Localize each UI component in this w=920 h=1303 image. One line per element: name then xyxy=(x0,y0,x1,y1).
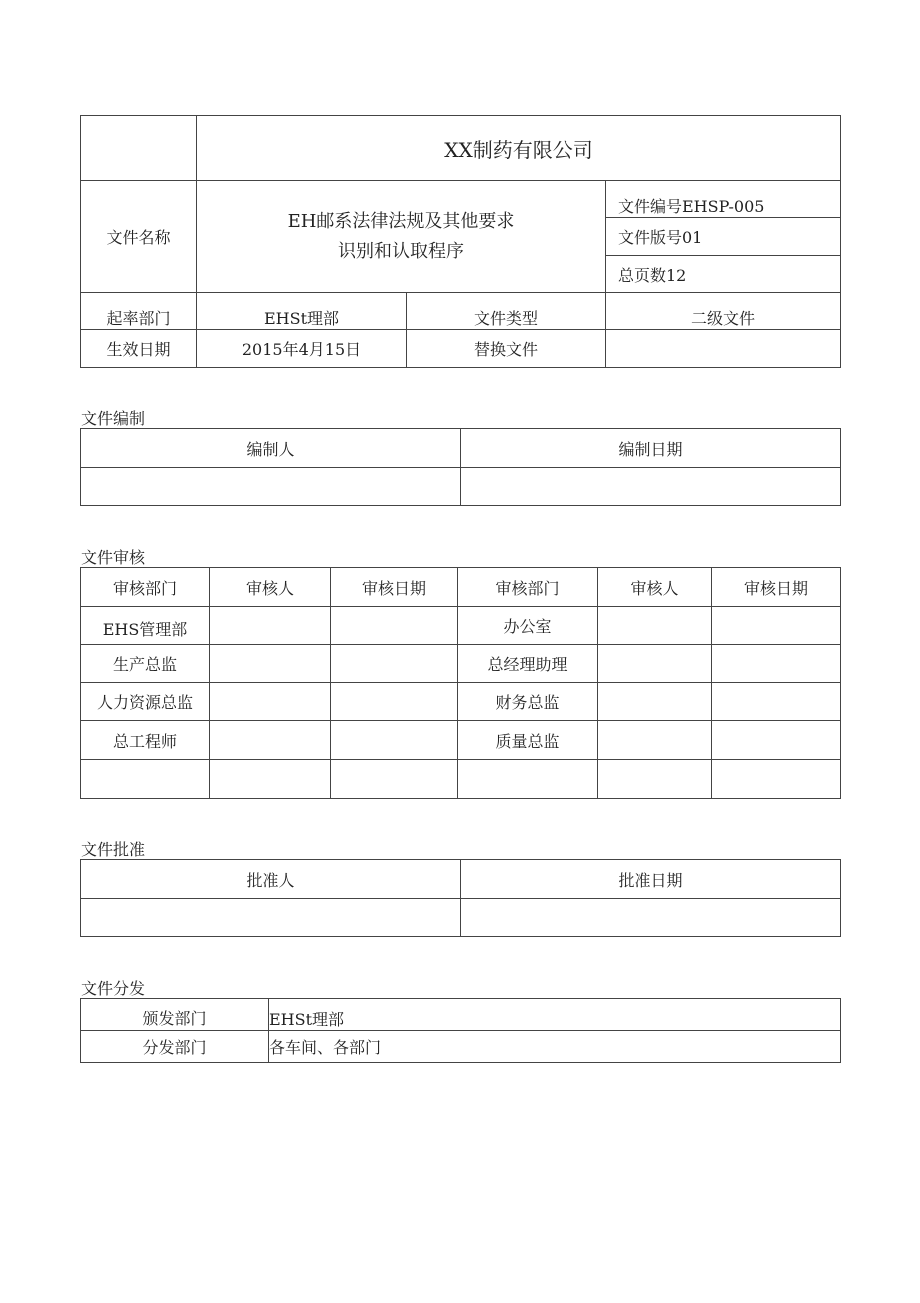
table-row xyxy=(81,760,841,799)
review-cell xyxy=(598,607,712,645)
review-cell xyxy=(598,760,712,799)
review-header: 审核部门 xyxy=(458,568,598,607)
review-cell xyxy=(210,721,331,760)
review-cell xyxy=(712,607,841,645)
review-cell xyxy=(712,721,841,760)
distribution-section-title: 文件分发 xyxy=(81,979,146,998)
table-row xyxy=(81,645,841,683)
review-cell xyxy=(210,607,331,645)
review-cell xyxy=(331,721,458,760)
logo-cell xyxy=(81,116,197,181)
review-cell xyxy=(331,645,458,683)
review-cell xyxy=(712,760,841,799)
review-dept: EHS管理部 xyxy=(81,607,210,645)
approver-cell xyxy=(81,899,461,937)
review-dept: 人力资源总监 xyxy=(81,683,210,721)
review-cell xyxy=(210,645,331,683)
doc-name-label: 文件名称 xyxy=(81,181,197,293)
review-cell xyxy=(712,683,841,721)
review-header: 审核日期 xyxy=(712,568,841,607)
doc-title-line1: EH邮系法律法规及其他要求 xyxy=(287,210,515,232)
compile-section-title: 文件编制 xyxy=(81,409,146,428)
approve-date-header: 批准日期 xyxy=(461,860,841,899)
approve-table xyxy=(80,859,841,937)
compile-table xyxy=(80,428,841,506)
review-cell xyxy=(331,683,458,721)
effective-date: 2015年4月15日 xyxy=(197,330,407,368)
doc-number: 文件编号EHSP-005 xyxy=(606,181,841,218)
doc-title xyxy=(197,181,606,293)
replace-value xyxy=(606,330,841,368)
compile-date-header: 编制日期 xyxy=(461,429,841,468)
review-header: 审核人 xyxy=(210,568,331,607)
compiler-cell xyxy=(81,468,461,506)
approve-date-cell xyxy=(461,899,841,937)
distribution-table xyxy=(80,998,841,1063)
review-cell xyxy=(458,760,598,799)
review-dept: 总经理助理 xyxy=(458,645,598,683)
review-dept: 财务总监 xyxy=(458,683,598,721)
table-row xyxy=(81,607,841,645)
review-header: 审核人 xyxy=(598,568,712,607)
approver-header: 批准人 xyxy=(81,860,461,899)
review-header: 审核日期 xyxy=(331,568,458,607)
review-cell xyxy=(210,760,331,799)
review-dept: 办公室 xyxy=(458,607,598,645)
doc-version: 文件版号01 xyxy=(606,218,841,256)
review-table xyxy=(80,567,841,799)
review-cell xyxy=(598,645,712,683)
review-dept: 总工程师 xyxy=(81,721,210,760)
table-row xyxy=(81,683,841,721)
doc-type: 二级文件 xyxy=(606,293,841,330)
replace-label: 替换文件 xyxy=(407,330,606,368)
effective-date-label: 生效日期 xyxy=(81,330,197,368)
dist-dept: 各车间、各部门 xyxy=(269,1031,841,1063)
approve-section-title: 文件批准 xyxy=(81,840,146,859)
doc-type-label: 文件类型 xyxy=(407,293,606,330)
review-section-title: 文件审核 xyxy=(81,548,146,567)
dist-dept-label: 分发部门 xyxy=(81,1031,269,1063)
review-cell xyxy=(81,760,210,799)
drafting-dept-label: 起率部门 xyxy=(81,293,197,330)
drafting-dept: EHSt理部 xyxy=(197,293,407,330)
review-cell xyxy=(331,760,458,799)
issue-dept-label: 颁发部门 xyxy=(81,999,269,1031)
review-header: 审核部门 xyxy=(81,568,210,607)
review-dept: 生产总监 xyxy=(81,645,210,683)
issue-dept: EHSt理部 xyxy=(269,999,841,1031)
doc-title-line2: 识别和认取程序 xyxy=(338,240,464,262)
review-dept: 质量总监 xyxy=(458,721,598,760)
review-cell xyxy=(712,645,841,683)
compiler-header: 编制人 xyxy=(81,429,461,468)
table-row xyxy=(81,721,841,760)
review-cell xyxy=(210,683,331,721)
review-cell xyxy=(598,721,712,760)
review-cell xyxy=(331,607,458,645)
company-name: XX制药有限公司 xyxy=(197,116,841,181)
review-cell xyxy=(598,683,712,721)
compile-date-cell xyxy=(461,468,841,506)
header-table xyxy=(80,115,841,368)
total-pages: 总页数12 xyxy=(606,256,841,293)
